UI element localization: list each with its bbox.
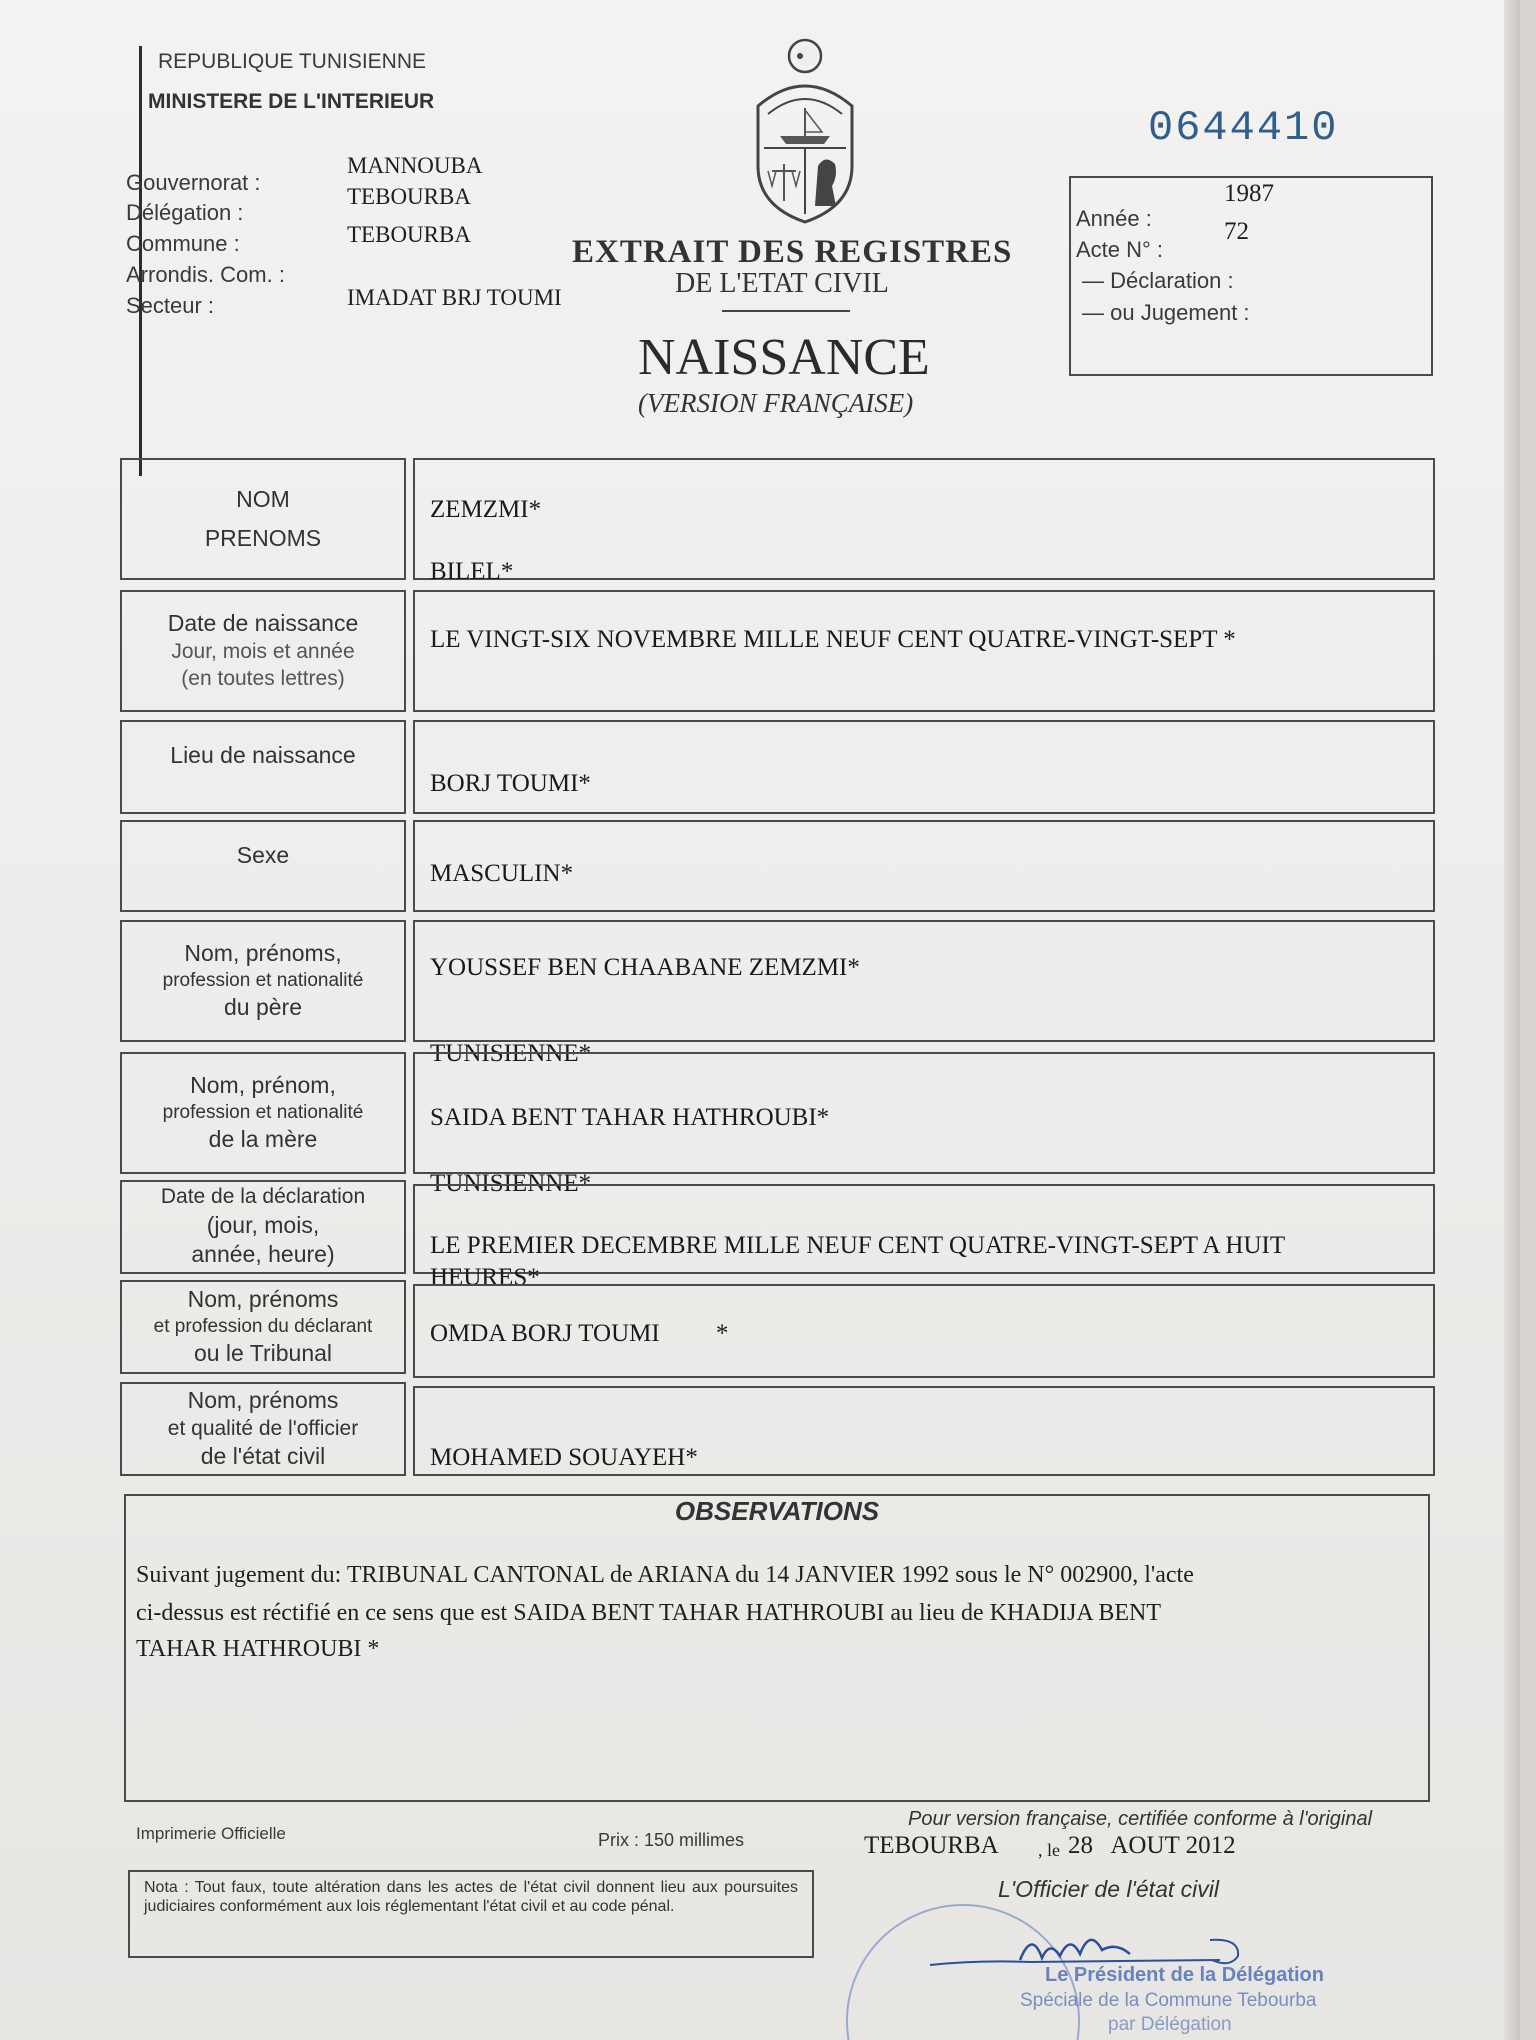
observations-line-1: Suivant jugement du: TRIBUNAL CANTONAL de ARIANA du 14 JANVIER 1992 sous le N° 002900, l'acte [136,1562,1194,1588]
stamp-text-2: Spéciale de la Commune Tebourba [1020,1990,1317,2011]
mere-sublabel: profession et nationalité [162,1101,364,1123]
pere-nationality-value: TUNISIENNE* [430,1040,592,1067]
lieu-label: Lieu de naissance [170,742,356,769]
issue-date: 28 AOUT 2012 [1068,1832,1236,1859]
officier-sublabel-2: de l'état civil [200,1443,326,1470]
title-divider [722,310,850,312]
prenoms-label: PRENOMS [204,525,322,551]
date-naissance-label-box [120,590,406,712]
sexe-label: Sexe [236,842,290,869]
observations-title: OBSERVATIONS [674,1496,880,1526]
declarant-label-box [120,1280,406,1374]
lieu-value: BORJ TOUMI* [430,770,591,797]
officier-label-box [120,1382,406,1476]
annee-value: 1987 [1224,180,1274,207]
date-naissance-sublabel-2: (en toutes lettres) [181,666,345,690]
annee-label: Année : [1076,206,1152,231]
commune-value: TEBOURBA [347,222,471,247]
officier-sublabel: et qualité de l'officier [167,1416,359,1440]
declaration-date-value-cont: HEURES* [430,1264,540,1291]
tunisia-coat-of-arms-icon [740,36,870,226]
pere-sublabel: profession et nationalité [162,969,364,991]
declarant-label: Nom, prénoms [187,1286,339,1313]
sexe-value: MASCULIN* [430,860,574,887]
document-type: NAISSANCE [638,329,930,386]
pere-name-value: YOUSSEF BEN CHAABANE ZEMZMI* [430,954,860,981]
mere-name-value: SAIDA BENT TAHAR HATHROUBI* [430,1104,830,1131]
commune-label: Commune : [126,231,240,256]
declaration-date-value: LE PREMIER DECEMBRE MILLE NEUF CENT QUATRE-VINGT-SEPT A HUIT [430,1232,1286,1259]
nom-prenoms-value-box [413,458,1435,580]
ministry-heading: MINISTERE DE L'INTERIEUR [148,90,435,113]
document-subtitle: DE L'ETAT CIVIL [675,268,889,299]
pere-label-box [120,920,406,1042]
arrondissement-label: Arrondis. Com. : [126,262,285,287]
nom-value: ZEMZMI* [430,496,542,523]
gouvernorat-label: Gouvernorat : [126,170,261,195]
observations-line-2: ci-dessus est réctifié en ce sens que est SAIDA BENT TAHAR HATHROUBI au lieu de KHADIJA BENT [136,1600,1162,1626]
gouvernorat-value: MANNOUBA [347,153,483,178]
mere-sublabel-2: de la mère [208,1126,318,1153]
nom-label: NOM [236,485,290,512]
paper-edge [1504,0,1520,2040]
declarant-value: OMDA BORJ TOUMI * [430,1320,729,1347]
jugement-label: — ou Jugement : [1082,300,1250,325]
officier-value: MOHAMED SOUAYEH* [430,1444,698,1471]
registry-number: 0644410 [1148,104,1339,152]
declaration-date-label: Date de la déclaration [160,1185,366,1209]
declaration-date-label-box [120,1180,406,1274]
officer-title: L'Officier de l'état civil [998,1876,1219,1902]
certification-text: Pour version française, certifiée conforme à l'original [908,1808,1373,1830]
date-naissance-sublabel: Jour, mois et année [171,639,355,663]
declarant-sublabel: et profession du déclarant [153,1315,373,1337]
lieu-label-box [120,720,406,814]
date-naissance-value: LE VINGT-SIX NOVEMBRE MILLE NEUF CENT QUATRE-VINGT-SEPT * [430,626,1236,653]
document-title: EXTRAIT DES REGISTRES [572,234,1013,270]
observations-line-3: TAHAR HATHROUBI * [136,1636,380,1662]
declaration-date-sublabel-2: année, heure) [191,1241,335,1268]
stamp-text-3: par Délégation [1108,2014,1232,2035]
mere-label: Nom, prénom, [190,1072,336,1099]
stamp-text-1: Le Président de la Délégation [1045,1964,1324,1986]
margin-line [139,46,142,476]
mere-label-box [120,1052,406,1174]
acte-number-value: 72 [1224,218,1249,245]
version-label: (VERSION FRANÇAISE) [638,388,914,418]
nom-prenoms-label-box [120,458,406,580]
issue-place: TEBOURBA [864,1832,999,1859]
printer-label: Imprimerie Officielle [136,1824,286,1843]
nota-box: Nota : Tout faux, toute altération dans les actes de l'état civil donnent lieu aux poursuites judiciaires conformément aux lois réglementant l'état civil et au code pénal. [128,1870,814,1958]
delegation-label: Délégation : [126,200,244,225]
delegation-value: TEBOURBA [347,184,471,209]
declarant-sublabel-2: ou le Tribunal [193,1340,333,1367]
secteur-value: IMADAT BRJ TOUMI [347,285,562,310]
date-naissance-label: Date de naissance [167,610,359,637]
pere-sublabel-2: du père [223,994,302,1021]
mere-nationality-value: TUNISIENNE* [430,1170,592,1197]
officier-label: Nom, prénoms [187,1387,339,1414]
price-label: Prix : 150 millimes [598,1830,745,1850]
lieu-value-box [413,720,1435,814]
declaration-label: — Déclaration : [1082,268,1234,293]
prenoms-value: BILEL* [430,558,514,585]
sexe-label-box [120,820,406,912]
declaration-date-sublabel: (jour, mois, [206,1212,320,1238]
acte-number-label: Acte N° : [1076,237,1164,262]
pere-label: Nom, prénoms, [184,940,342,967]
declaration-date-value-box [413,1184,1435,1274]
republic-heading: REPUBLIQUE TUNISIENNE [158,50,427,73]
secteur-label: Secteur : [126,293,215,318]
issue-le: , le [1038,1840,1060,1860]
